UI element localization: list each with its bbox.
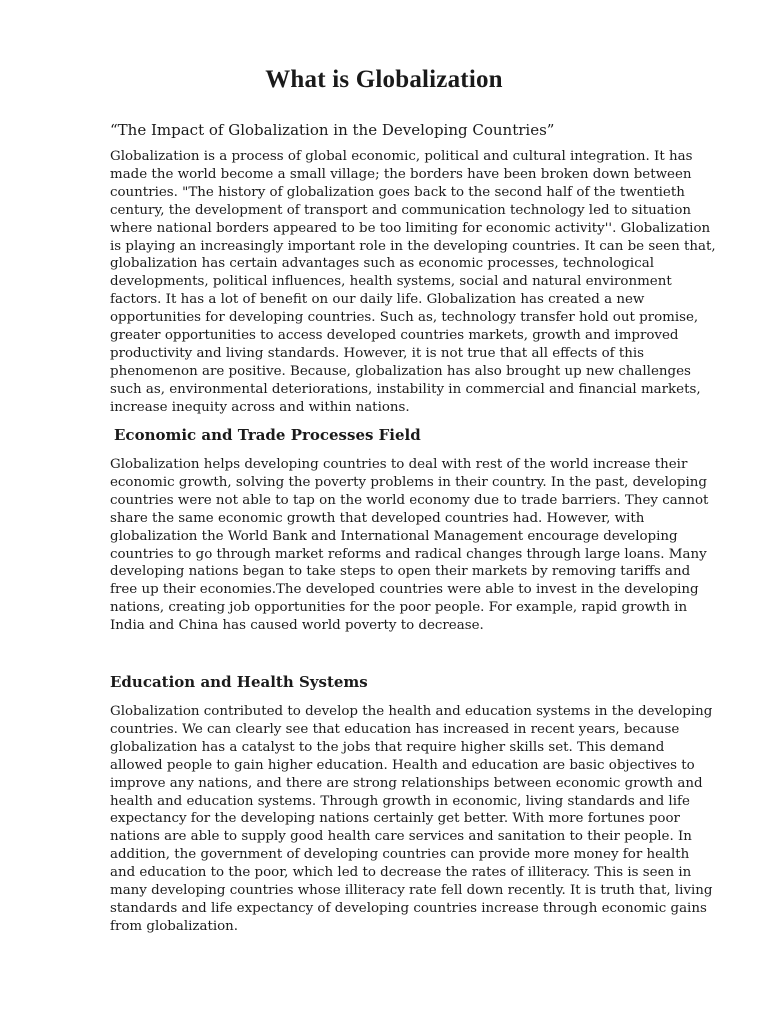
paragraph-line: nations, creating job opportunities for the poor people. For example, rapid growth in — [110, 600, 688, 616]
paragraph-line: is playing an increasingly important role in the developing countries. It can be seen that, — [110, 238, 716, 254]
paragraph-line: made the world become a small village; the borders have been broken down between — [110, 166, 692, 182]
paragraph-line: Globalization contributed to develop the health and education systems in the developing — [110, 704, 713, 719]
paragraph-line: share the same economic growth that developed countries had. However, with — [110, 510, 645, 526]
paragraph-line: increase inequity across and within nations. — [110, 399, 410, 415]
section-heading-education-health: Education and Health Systems — [110, 673, 368, 691]
page-title: What is Globalization — [265, 66, 503, 93]
paragraph-line: such as, environmental deteriorations, instability in commercial and financial markets, — [110, 381, 701, 397]
paragraph-line: Globalization is a process of global economic, political and cultural integration. It has — [110, 149, 693, 164]
paragraph-line: developments, political influences, health systems, social and natural environment — [110, 274, 672, 290]
paragraph-line: greater opportunities to access developed countries markets, growth and improved — [110, 328, 679, 344]
paragraph-line: expectancy for the developing nations certainly get better. With more fortunes poor — [110, 811, 680, 827]
paragraph-line: many developing countries whose illiteracy rate fell down recently. It is truth that, living — [110, 883, 713, 899]
paragraph-line: century, the development of transport and communication technology led to situation — [110, 202, 692, 218]
paragraph-line: developing nations began to take steps to open their markets by removing tariffs and — [110, 564, 691, 580]
paragraph-line: improve any nations, and there are strong relationships between economic growth and — [110, 775, 703, 791]
paragraph-line: countries. "The history of globalization goes back to the second half of the twentieth — [110, 184, 685, 200]
paragraph-line: nations are able to supply good health care services and sanitation to their people. In — [110, 829, 692, 845]
paragraph-line: and education to the poor, which led to decrease the rates of illiteracy. This is seen in — [110, 865, 692, 881]
paragraph-line: phenomenon are positive. Because, globalization has also brought up new challenges — [110, 363, 691, 379]
paragraph-line: standards and life expectancy of developing countries increase through economic gains — [110, 900, 707, 916]
paragraph-line: productivity and living standards. However, it is not true that all effects of this — [110, 345, 645, 361]
paragraph-line: countries to go through market reforms and radical changes through large loans. Many — [110, 546, 707, 562]
economic-trade-paragraph — [110, 456, 716, 635]
section-heading-economic-trade: Economic and Trade Processes Field — [114, 426, 421, 444]
paragraph-line: countries. We can clearly see that education has increased in recent years, because — [110, 721, 680, 737]
paragraph-line: free up their economies.The developed countries were able to invest in the developing — [110, 582, 699, 598]
paragraph-line: where national borders appeared to be too limiting for economic activity''. Globalization — [110, 220, 711, 236]
paragraph-line: globalization the World Bank and International Management encourage developing — [110, 528, 678, 544]
paragraph-line: globalization has certain advantages such as economic processes, technological — [110, 256, 654, 272]
paragraph-line: from globalization. — [110, 918, 239, 934]
paragraph-line: India and China has caused world poverty to decrease. — [110, 618, 484, 634]
paragraph-line: allowed people to gain higher education. Health and education are basic objectives to — [110, 757, 695, 773]
intro-paragraph — [110, 148, 716, 417]
paragraph-line: health and education systems. Through growth in economic, living standards and life — [110, 793, 690, 809]
paragraph-line: globalization has a catalyst to the jobs that require higher skills set. This demand — [110, 739, 665, 755]
paragraph-line: factors. It has a lot of benefit on our daily life. Globalization has created a new — [110, 292, 645, 308]
education-health-paragraph — [110, 703, 716, 936]
paragraph-line: addition, the government of developing countries can provide more money for health — [110, 847, 690, 863]
paragraph-line: opportunities for developing countries. Such as, technology transfer hold out promise, — [110, 310, 699, 326]
paragraph-line: Globalization helps developing countries to deal with rest of the world increase their — [110, 457, 688, 472]
document-subtitle: “The Impact of Globalization in the Developing Countries” — [110, 121, 555, 139]
paragraph-line: economic growth, solving the poverty problems in their country. In the past, developing — [110, 474, 707, 490]
paragraph-line: countries were not able to tap on the world economy due to trade barriers. They cannot — [110, 492, 709, 508]
